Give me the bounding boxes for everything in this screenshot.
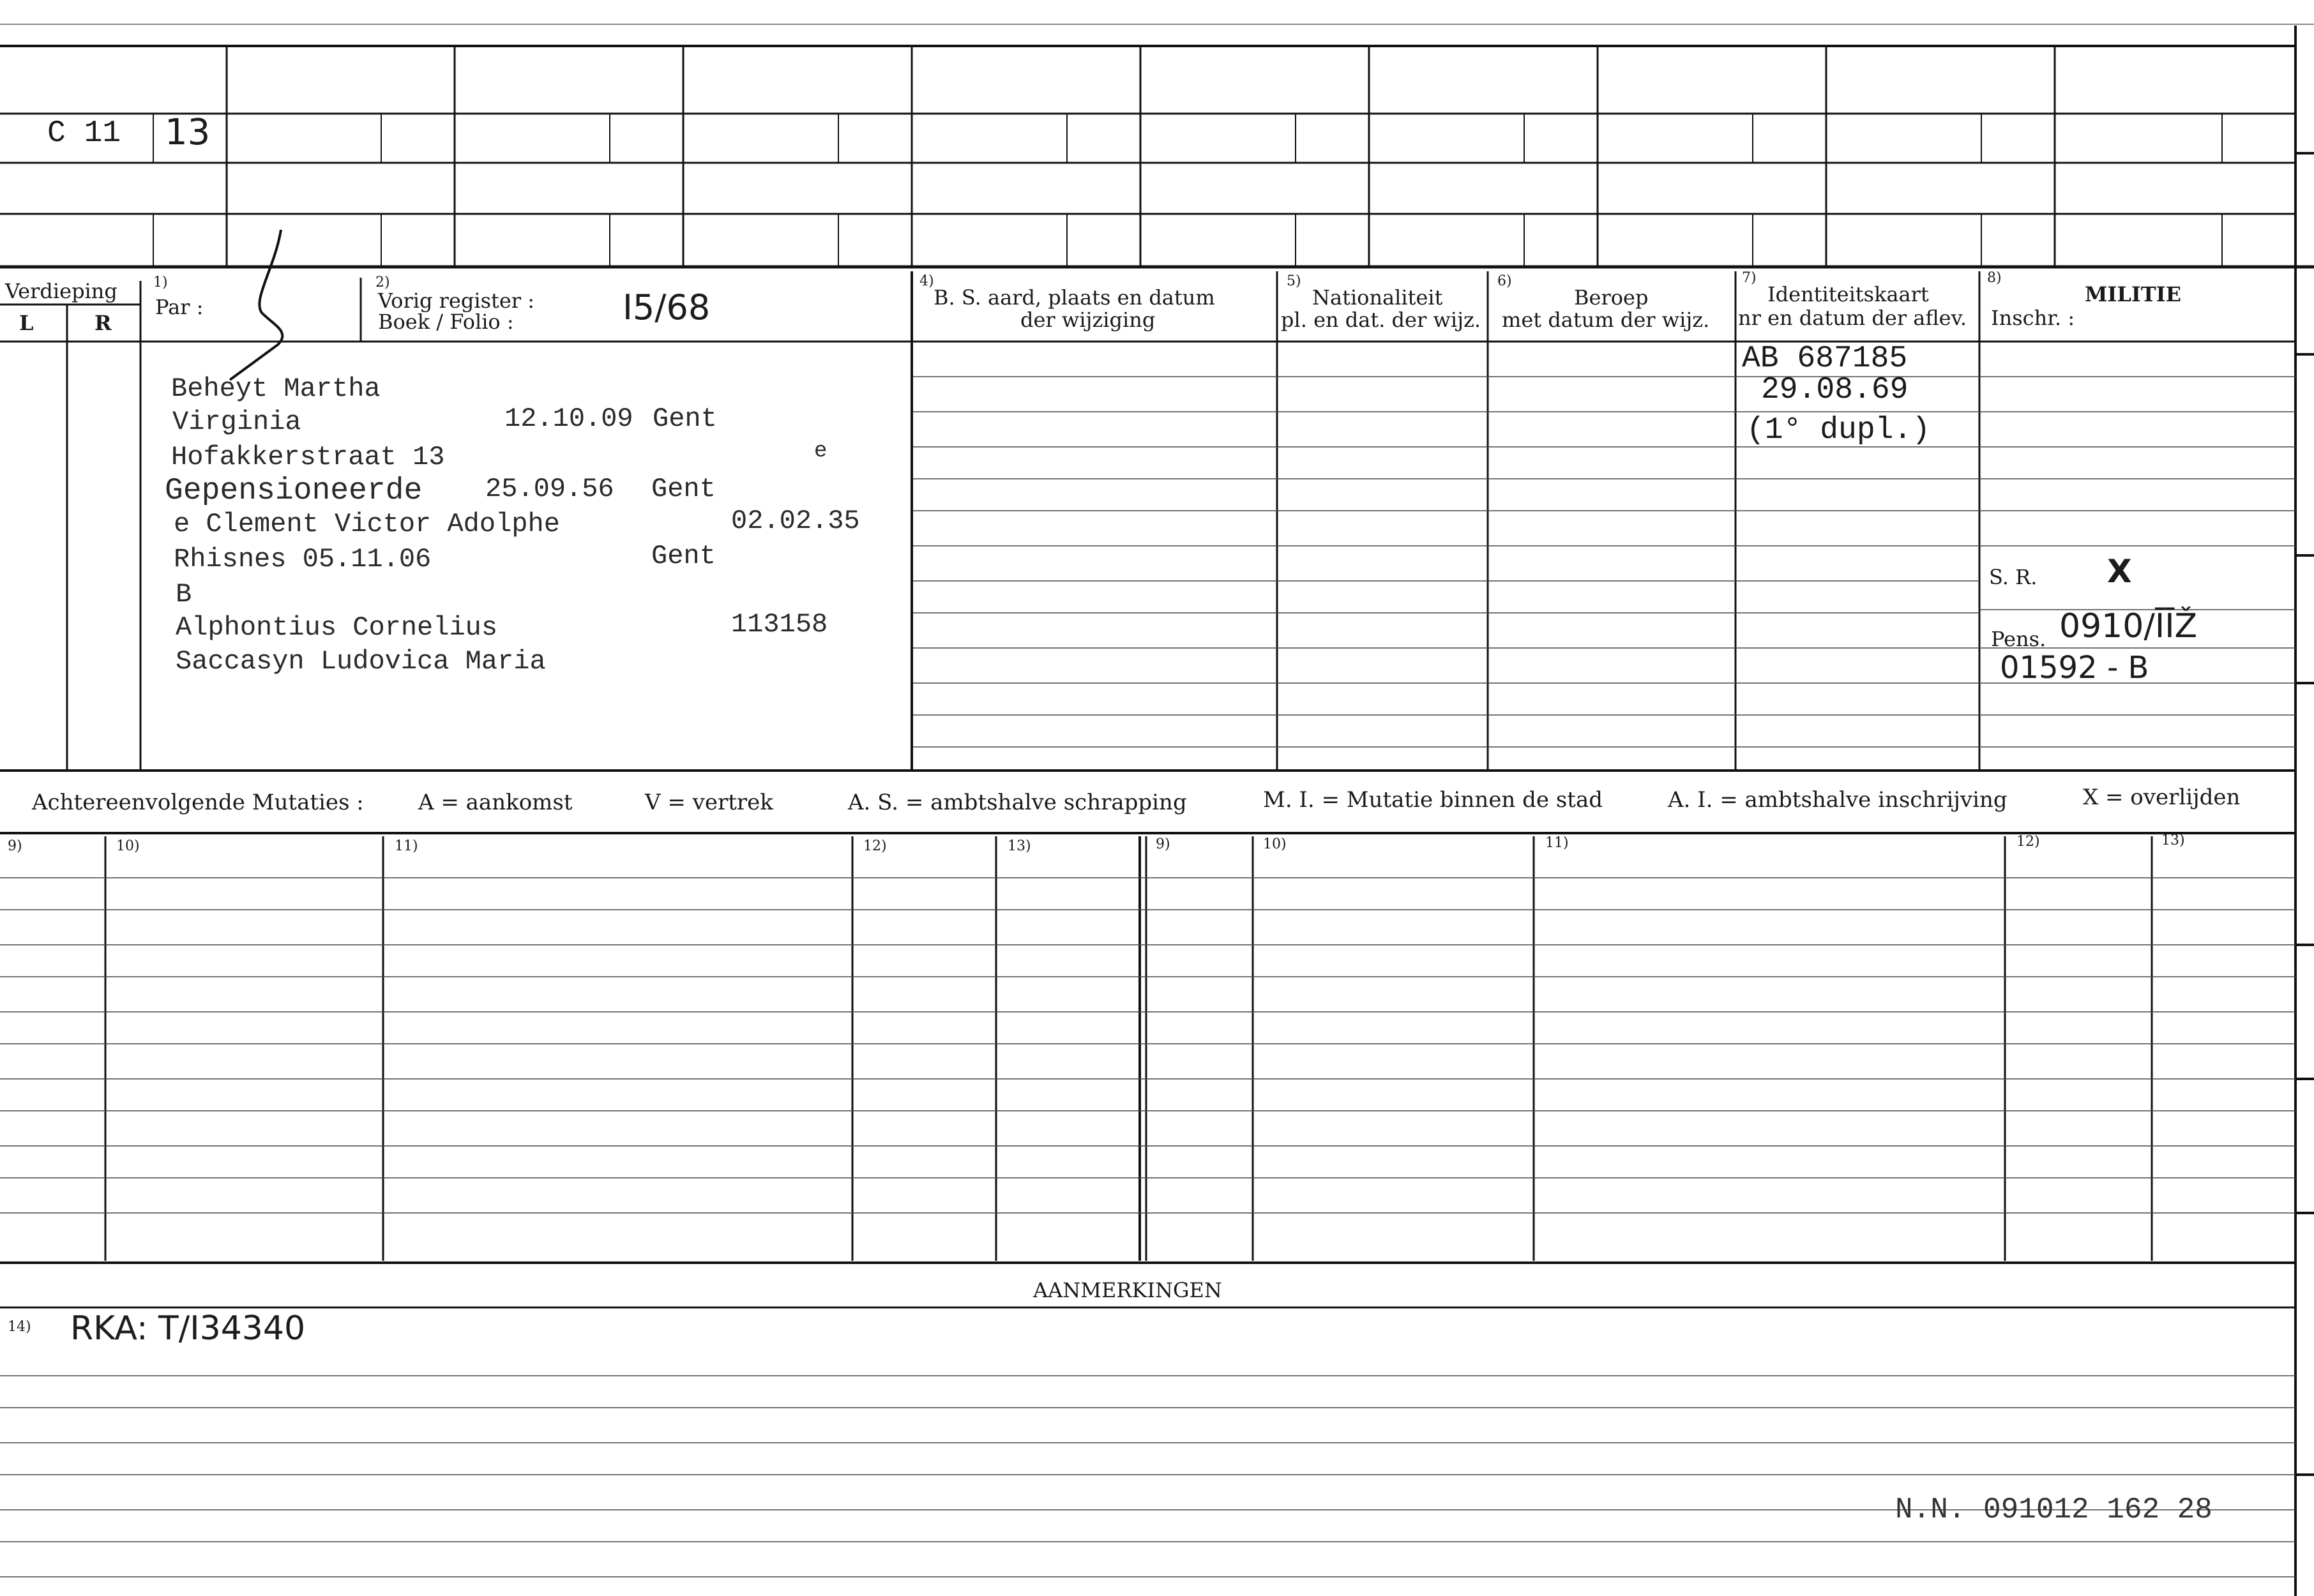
remarks-entry: RKA: T/I34340 [70,1309,306,1348]
militie-header: MILITIE [2085,282,2182,306]
nationaliteit-subheader: pl. en dat. der wijz. [1281,308,1481,332]
l-header: L [19,311,34,335]
spouse-place: Gent [651,541,716,571]
identiteitskaart-header: Identiteitskaart [1767,282,1929,306]
mut-col-10-left: 10) [116,838,140,854]
mut-col-10-right: 10) [1263,836,1287,852]
mut-col-11-right: 11) [1545,835,1569,851]
spouse-name: e Clement Victor Adolphe [174,509,560,539]
verdieping-header: Verdieping [5,279,117,303]
id-card-note: (1° dupl.) [1746,413,1931,448]
mother-name: Saccasyn Ludovica Maria [176,646,546,677]
sr-value: X [2107,553,2132,590]
mut-col-9-right: 9) [1156,836,1170,852]
legend-overlijden: X = overlijden [2083,785,2241,810]
mut-col-12-left: 12) [863,838,887,854]
person-name: Beheyt Martha [171,373,381,404]
footnote-4: 4) [919,273,934,289]
person-occupation-place: Gent [651,474,716,504]
nn-number: N.N. 091012 162 28 [1895,1493,2212,1526]
footnote-7: 7) [1742,270,1757,286]
boek-folio-value: I5/68 [623,287,711,327]
mutations-title: Achtereenvolgende Mutaties : [32,790,364,815]
footnote-2: 2) [375,275,390,290]
footnote-1: 1) [153,275,168,290]
footnote-8: 8) [1987,270,2002,286]
id-card-number: AB 687185 [1742,342,1908,376]
bs-header-line2: der wijziging [1020,308,1156,332]
mut-col-13-right: 13) [2161,832,2185,848]
mark-b: B [176,579,192,610]
r-header: R [95,311,112,335]
legend-aankomst: A = aankomst [418,790,573,815]
person-birth-place: Gent [653,403,717,434]
register-code-c11: C 11 [47,116,121,151]
mut-col-13-left: 13) [1008,838,1031,854]
spouse-birth: Rhisnes 05.11.06 [174,544,432,575]
bs-header-line1: B. S. aard, plaats en datum [934,285,1215,310]
footnote-5: 5) [1287,273,1301,289]
mut-col-12-right: 12) [2016,834,2040,850]
person-occupation: Gepensioneerde [165,474,423,508]
legend-mutatie-stad: M. I. = Mutatie binnen de stad [1263,787,1603,813]
legend-vertrek: V = vertrek [645,790,773,815]
footnote-6: 6) [1497,273,1512,289]
beroep-header: Beroep [1574,285,1649,310]
person-birth-date: 12.10.09 [504,403,633,434]
spouse-date: 02.02.35 [731,506,860,536]
legend-inschrijving: A. I. = ambtshalve inschrijving [1668,787,2008,813]
id-card-date: 29.08.69 [1761,373,1909,407]
footnote-14: 14) [8,1319,31,1335]
nationaliteit-header: Nationaliteit [1312,285,1443,310]
father-name: Alphontius Cornelius [176,612,498,643]
person-address: Hofakkerstraat 13 [171,442,445,472]
mut-col-11-left: 11) [395,838,418,854]
register-code-13: 13 [165,112,211,153]
beroep-subheader: met datum der wijz. [1502,308,1710,332]
par-label: Par : [155,295,204,319]
vorig-register-label: Vorig register : [378,289,535,313]
sr-label: S. R. [1989,565,2038,589]
boek-folio-label: Boek / Folio : [378,310,514,334]
pens-value: 0910/ĪĪŽ [2059,607,2198,645]
identiteitskaart-subheader: nr en datum der aflev. [1738,306,1967,330]
legend-schrapping: A. S. = ambtshalve schrapping [848,790,1187,815]
person-occupation-date: 25.09.56 [485,474,614,504]
remarks-title: AANMERKINGEN [1033,1278,1222,1302]
inschr-label: Inschr. : [1991,306,2075,330]
pens-code: 01592 - B [2000,650,2149,686]
father-code: 113158 [731,609,828,640]
pens-label: Pens. [1991,627,2046,651]
person-first-names: Virginia [172,407,301,437]
person-address-mark: e [814,439,828,463]
mut-col-9-left: 9) [8,838,22,854]
